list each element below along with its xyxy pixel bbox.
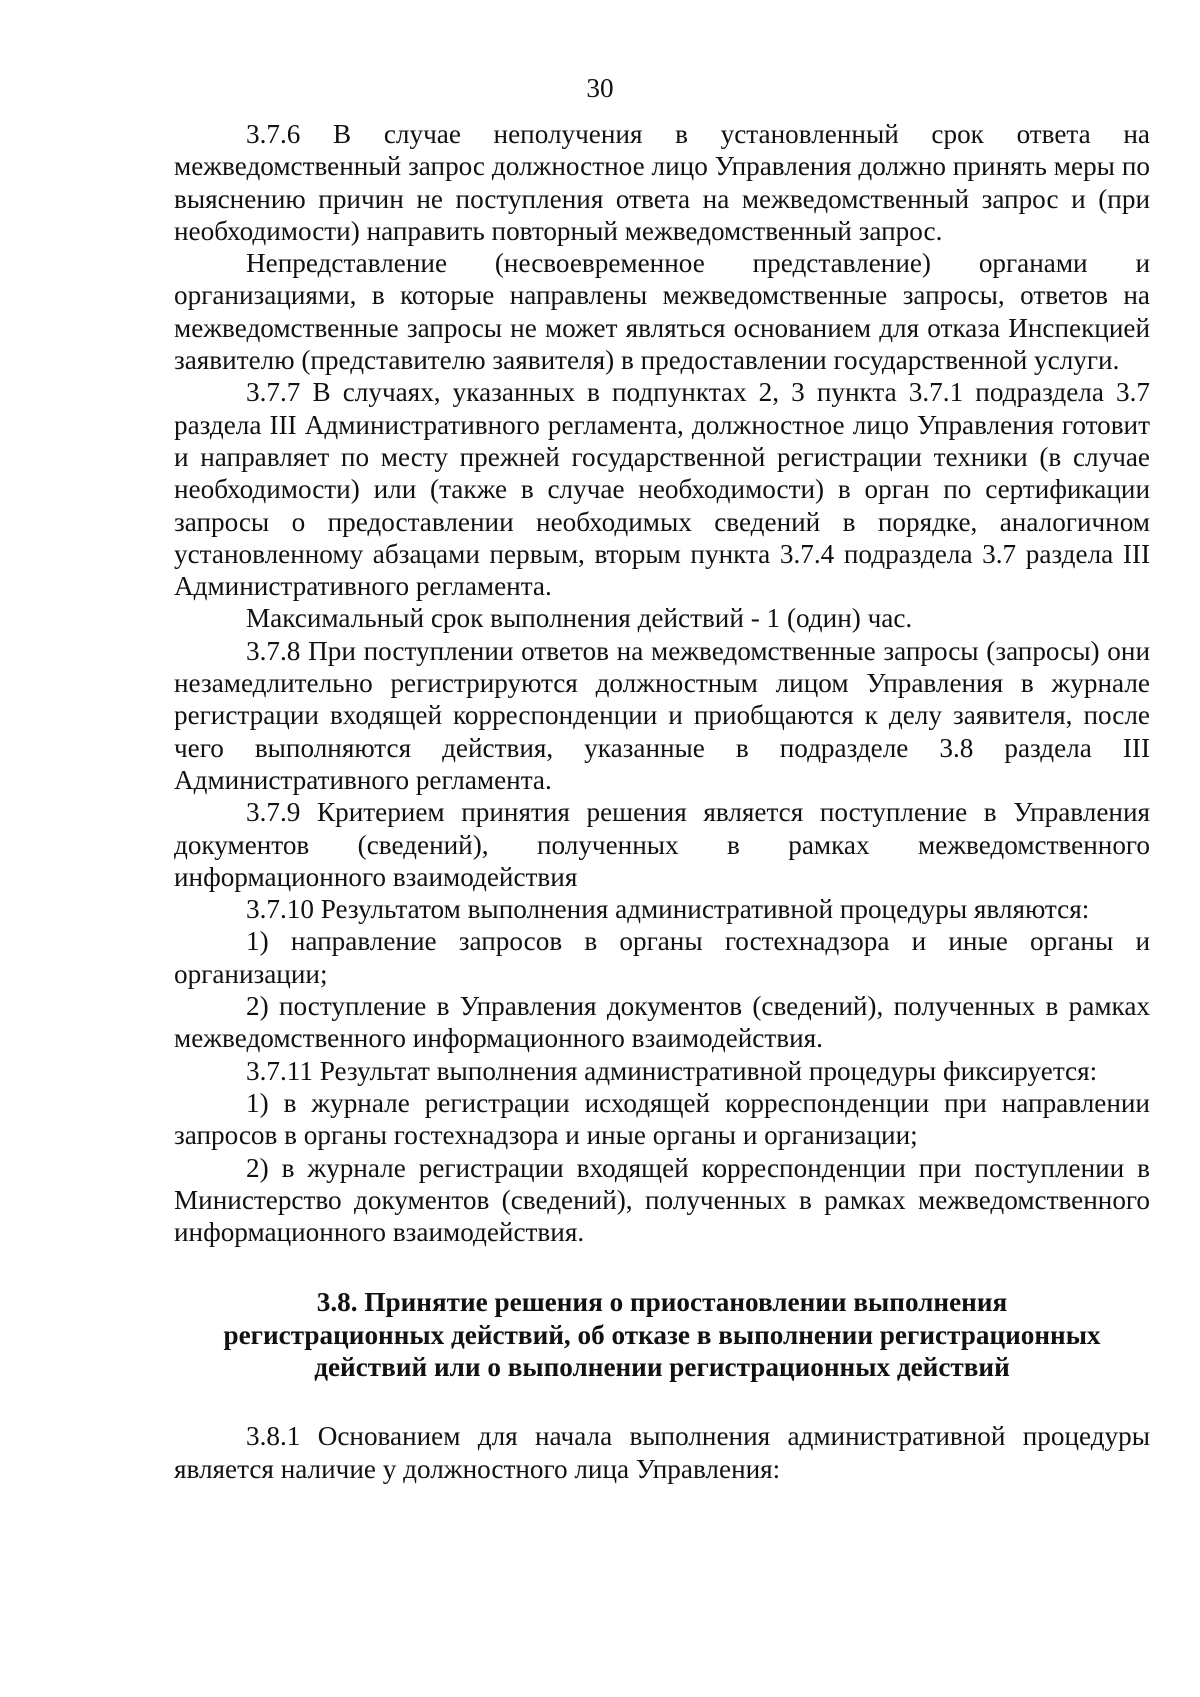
page-number: 30 xyxy=(586,73,614,103)
paragraph: 3.7.8 При поступлении ответов на межведомственные запросы (запросы) они незамедлительно регистрируются должностным лицом Управления в журнале регистрации входящей корреспонденции и приобщаются к делу заявителя, после чего выполняются действия, указанные в подразделе 3.8 раздела III Административного регламента. xyxy=(174,635,1150,795)
list-item: 1) направление запросов в органы гостехнадзора и иные органы и организации; xyxy=(174,926,1150,989)
paragraph: 3.7.7 В случаях, указанных в подпунктах 2, 3 пункта 3.7.1 подраздела 3.7 раздела III Административного регламента, должностное лицо Управления готовит и направляет по месту прежней государственной регистрации техники (в случае необходимости) или (также в случае необходимости) в орган по сертификации запросы о предоставлении необходимых сведений в порядке, аналогичном установленному абзацами первым, вторым пункта 3.7.4 подраздела 3.7 раздела III Административного регламента. xyxy=(174,377,1150,602)
paragraph: 3.7.9 Критерием принятия решения является поступление в Управления документов (сведений), полученных в рамках межведомственного информационного взаимодействия xyxy=(174,797,1150,892)
section-heading: 3.8. Принятие решения о приостановлении выполнения регистрационных действий, об отказе в выполнении регистрационных действий или о выполнении регистрационных действий xyxy=(223,1287,1101,1382)
paragraph: Максимальный срок выполнения действий - 1 (один) час. xyxy=(246,603,913,634)
document-body xyxy=(174,118,1150,1485)
list-item: 2) в журнале регистрации входящей корреспонденции при поступлении в Министерство документов (сведений), полученных в рамках межведомственного информационного взаимодействия. xyxy=(174,1152,1150,1248)
paragraph: Непредставление (несвоевременное представление) органами и организациями, в которые направлены межведомственные запросы, ответов на межведомственные запросы не может являться основанием для отказа Инспекцией заявителю (представителю заявителя) в предоставлении государственной услуги. xyxy=(174,248,1150,376)
paragraph: 3.8.1 Основанием для начала выполнения административной процедуры является наличие у должностного лица Управления: xyxy=(174,1421,1150,1484)
list-item: 1) в журнале регистрации исходящей корреспонденции при направлении запросов в органы гостехнадзора и иные органы и организации; xyxy=(174,1087,1150,1151)
paragraph: 3.7.10 Результатом выполнения административной процедуры являются: xyxy=(246,894,1090,925)
list-item: 2) поступление в Управления документов (сведений), полученных в рамках межведомственного информационного взаимодействия. xyxy=(174,991,1150,1054)
paragraph: 3.7.6 В случае неполучения в установленный срок ответа на межведомственный запрос должностное лицо Управления должно принять меры по выяснению причин не поступления ответа на межведомственный запрос и (при необходимости) направить повторный межведомственный запрос. xyxy=(174,119,1150,246)
paragraph: 3.7.11 Результат выполнения административной процедуры фиксируется: xyxy=(246,1055,1098,1086)
